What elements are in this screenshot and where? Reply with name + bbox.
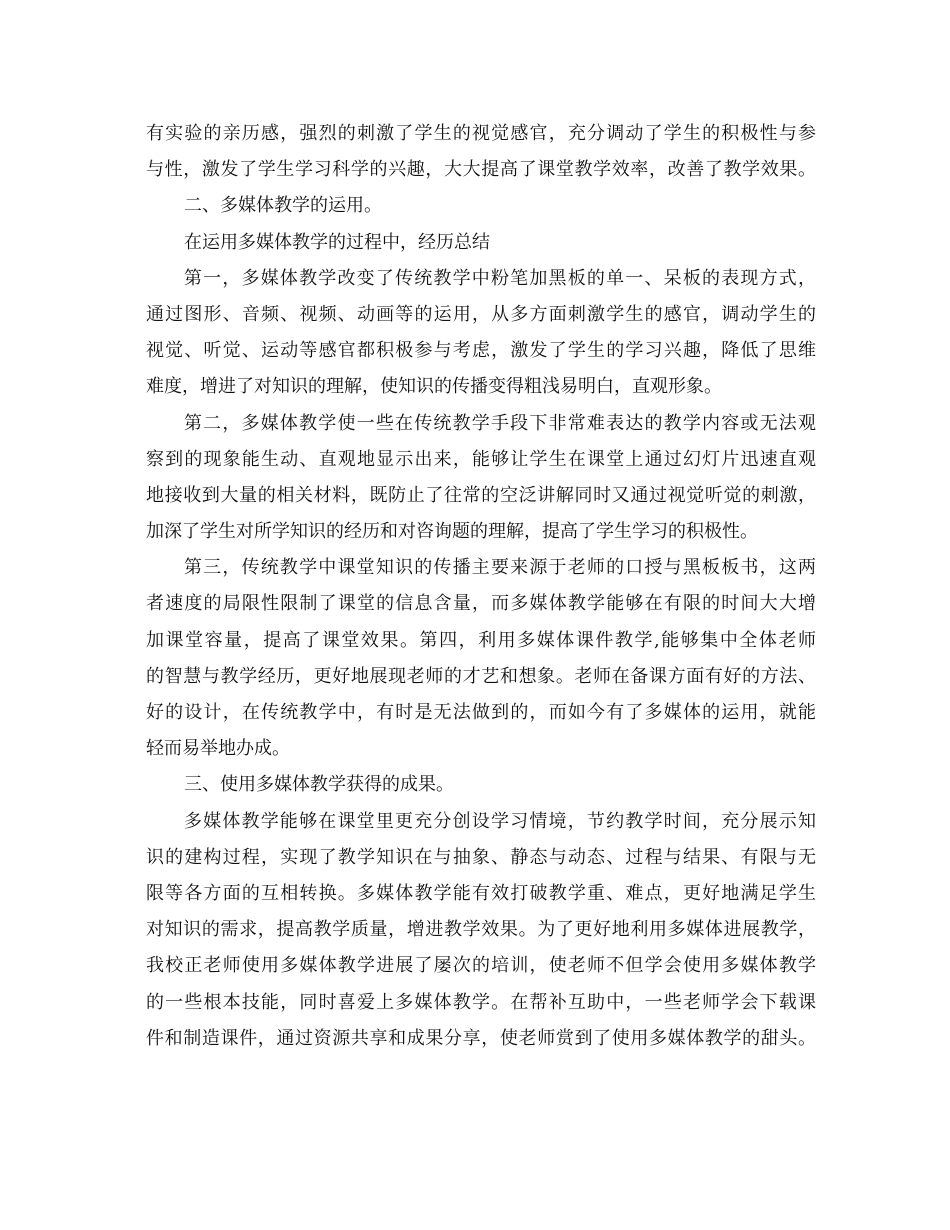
text-line: 地接收到大量的相关材料，既防止了往常的空泛讲解同时又通过视觉听觉的刺激， [146, 484, 816, 506]
text-line: 的一些根本技能，同时喜爱上多媒体教学。在帮补互助中，一些老师学会下载课 [146, 991, 816, 1013]
text-line: 的智慧与教学经历，更好地展现老师的才艺和想象。老师在备课方面有好的方法、 [146, 665, 816, 687]
text-line: 与性，激发了学生学习科学的兴趣，大大提高了课堂教学效率，改善了教学效果。 [146, 159, 816, 181]
document-body [146, 116, 816, 1057]
text-line: 轻而易举地办成。 [146, 738, 290, 760]
text-line: 第一，多媒体教学改变了传统教学中粉笔加黑板的单一、呆板的表现方式， [184, 267, 816, 289]
text-line: 察到的现象能生动、直观地显示出来，能够让学生在课堂上通过幻灯片迅速直观 [146, 448, 816, 470]
text-line: 难度，增进了对知识的理解，使知识的传播变得粗浅易明白，直观形象。 [146, 376, 722, 398]
text-line: 好的设计，在传统教学中，有时是无法做到的，而如今有了多媒体的运用，就能 [146, 702, 816, 723]
text-line: 三、使用多媒体教学获得的成果。 [184, 774, 454, 796]
text-line: 第三，传统教学中课堂知识的传播主要来源于老师的口授与黑板板书，这两 [184, 557, 816, 579]
text-line: 件和制造课件，通过资源共享和成果分享，使老师赏到了使用多媒体教学的甜头。 [146, 1027, 816, 1049]
text-line: 在运用多媒体教学的过程中，经历总结 [184, 231, 490, 253]
text-line: 通过图形、音频、视频、动画等的运用，从多方面刺激学生的感官，调动学生的 [146, 303, 816, 325]
text-line: 多媒体教学能够在课堂里更充分创设学习情境，节约教学时间，充分展示知 [184, 810, 816, 832]
text-line: 加课堂容量，提高了课堂效果。第四，利用多媒体课件教学,能够集中全体老师 [146, 629, 816, 651]
text-line: 加深了学生对所学知识的经历和对咨询题的理解，提高了学生学习的积极性。 [146, 521, 758, 543]
text-line: 限等各方面的互相转换。多媒体教学能有效打破教学重、难点，更好地满足学生 [146, 882, 816, 904]
text-line: 者速度的局限性限制了课堂的信息含量，而多媒体教学能够在有限的时间大大增 [146, 593, 816, 615]
text-line: 对知识的需求，提高教学质量，增进教学效果。为了更好地利用多媒体进展教学， [146, 919, 816, 941]
text-line: 有实验的亲历感，强烈的刺激了学生的视觉感官，充分调动了学生的积极性与参 [146, 123, 816, 144]
text-line: 我校正老师使用多媒体教学进展了屡次的培训，使老师不但学会使用多媒体教学 [146, 955, 816, 977]
text-line: 识的建构过程，实现了教学知识在与抽象、静态与动态、过程与结果、有限与无 [146, 846, 816, 868]
text-line: 视觉、听觉、运动等感官都积极参与考虑，激发了学生的学习兴趣，降低了思维 [146, 340, 816, 362]
text-line: 第二，多媒体教学使一些在传统教学手段下非常难表达的教学内容或无法观 [184, 412, 816, 434]
text-line: 二、多媒体教学的运用。 [184, 195, 382, 217]
